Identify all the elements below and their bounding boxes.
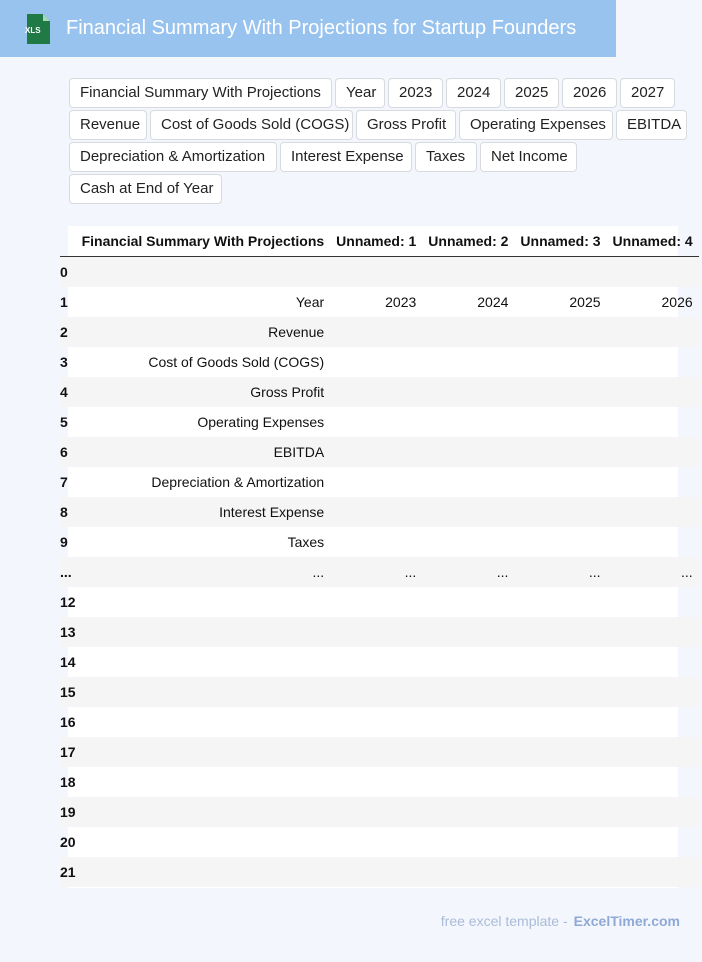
table-cell	[330, 647, 422, 677]
table-cell	[330, 617, 422, 647]
table-row	[60, 497, 699, 527]
table-cell	[607, 467, 699, 497]
table-cell	[514, 467, 606, 497]
table-cell	[422, 587, 514, 617]
table-cell	[330, 437, 422, 467]
column-header[interactable]: Financial Summary With Projections	[76, 226, 331, 257]
table-cell	[607, 347, 699, 377]
table-cell	[514, 347, 606, 377]
chip-cash-end-of-year[interactable]: Cash at End of Year	[69, 174, 222, 204]
chip-depreciation[interactable]: Depreciation & Amortization	[69, 142, 277, 172]
chip-2027[interactable]: 2027	[620, 78, 675, 108]
row-index-cell: 4	[60, 377, 76, 407]
table-row	[60, 257, 699, 288]
row-index-cell: 15	[60, 677, 76, 707]
row-index-cell: 5	[60, 414, 68, 430]
table-row	[60, 317, 699, 347]
table-cell	[607, 407, 699, 437]
table-cell: ...	[607, 557, 699, 587]
table-cell	[607, 647, 699, 677]
chip-2024[interactable]: 2024	[446, 78, 501, 108]
table-cell	[422, 737, 514, 767]
table-cell	[422, 347, 514, 377]
table-cell	[76, 677, 331, 707]
table-row	[60, 287, 699, 317]
table-cell	[76, 587, 331, 617]
chip-2023[interactable]: 2023	[388, 78, 443, 108]
table-cell	[607, 437, 699, 467]
row-index-cell: 21	[60, 857, 76, 887]
table-cell	[422, 437, 514, 467]
table-cell: Year	[295, 294, 325, 310]
table-body	[60, 257, 699, 888]
row-index-cell: 8	[60, 497, 76, 527]
table-cell	[330, 737, 422, 767]
table-cell: Interest Expense	[76, 497, 331, 527]
table-cell: EBITDA	[76, 437, 331, 467]
table-cell	[514, 257, 606, 288]
row-index-cell: 14	[60, 654, 76, 670]
table-cell	[607, 737, 699, 767]
table-cell: 2024	[477, 294, 509, 310]
column-header[interactable]: Unnamed: 1	[330, 226, 422, 257]
table-cell	[514, 377, 606, 407]
table-cell	[514, 407, 606, 437]
chip-operating-expenses[interactable]: Operating Expenses	[459, 110, 613, 140]
footer-lead-text: free excel template -	[440, 913, 568, 929]
row-index-cell: 18	[60, 774, 76, 790]
table-cell	[514, 527, 606, 557]
table-cell	[607, 377, 699, 407]
row-index-cell: 6	[60, 437, 76, 467]
table-row	[60, 407, 699, 437]
table-row	[60, 677, 699, 707]
table-row	[60, 557, 699, 587]
title-bar	[0, 0, 616, 57]
table-cell	[330, 257, 422, 288]
row-index-cell: 7	[60, 474, 68, 490]
table-cell	[607, 857, 699, 887]
table-row	[60, 857, 699, 887]
table-cell	[607, 797, 699, 827]
table-cell	[422, 797, 514, 827]
table-row	[60, 527, 699, 557]
table-cell	[422, 827, 514, 857]
table-cell: ...	[422, 557, 514, 587]
table-cell	[330, 407, 422, 437]
table-cell	[607, 827, 699, 857]
table-cell	[330, 377, 422, 407]
table-cell	[607, 587, 699, 617]
chip-net-income[interactable]: Net Income	[480, 142, 577, 172]
table-cell	[607, 767, 699, 797]
table-cell: 2023	[385, 294, 417, 310]
table-cell	[422, 677, 514, 707]
table-cell: 2026	[661, 294, 693, 310]
table-cell	[514, 857, 606, 887]
table-cell	[330, 527, 422, 557]
footer-credit	[441, 913, 680, 929]
table-cell: Operating Expenses	[197, 414, 325, 430]
table-cell	[330, 347, 422, 377]
table-cell	[514, 797, 606, 827]
row-index-cell: 9	[60, 534, 68, 550]
row-index-cell: 17	[60, 737, 76, 767]
row-index-cell: 13	[60, 617, 76, 647]
chip-2026[interactable]: 2026	[562, 78, 617, 108]
table-cell	[330, 827, 422, 857]
table-row	[60, 437, 699, 467]
table-cell: Gross Profit	[76, 377, 331, 407]
table-cell	[76, 737, 331, 767]
table-cell	[330, 497, 422, 527]
table-cell	[330, 767, 422, 797]
table-cell	[422, 377, 514, 407]
table-cell	[514, 497, 606, 527]
table-cell	[422, 767, 514, 797]
table-cell	[514, 617, 606, 647]
table-cell	[330, 677, 422, 707]
table-cell	[514, 767, 606, 797]
table-cell	[76, 257, 331, 288]
table-cell	[514, 587, 606, 617]
table-cell: ...	[330, 557, 422, 587]
data-table-container[interactable]	[60, 226, 693, 888]
table-row	[60, 797, 699, 827]
table-cell	[514, 737, 606, 767]
table-cell	[422, 707, 514, 737]
table-row	[60, 617, 699, 647]
row-index-cell: 19	[60, 797, 76, 827]
chip-revenue[interactable]: Revenue	[69, 110, 147, 140]
column-header-index	[60, 226, 76, 257]
chip-ebitda[interactable]: EBITDA	[616, 110, 687, 140]
table-cell	[76, 827, 331, 857]
table-cell	[514, 677, 606, 707]
table-header-row	[60, 226, 699, 257]
table-cell	[76, 797, 331, 827]
row-index-cell: 12	[60, 594, 76, 610]
table-cell	[607, 527, 699, 557]
row-index-cell: 2	[60, 317, 76, 347]
footer-brand-link[interactable]: ExcelTimer.com	[573, 913, 680, 929]
table-cell: 2025	[569, 294, 601, 310]
table-row	[60, 467, 699, 497]
table-cell	[330, 587, 422, 617]
xls-icon-label: XLS	[25, 26, 41, 35]
table-cell	[422, 527, 514, 557]
table-cell	[422, 857, 514, 887]
table-cell	[607, 317, 699, 347]
table-row	[60, 377, 699, 407]
table-cell	[514, 647, 606, 677]
table-cell	[422, 257, 514, 288]
data-table	[60, 226, 699, 887]
table-cell	[607, 257, 699, 288]
table-row	[60, 347, 699, 377]
chip-gross-profit[interactable]: Gross Profit	[356, 110, 456, 140]
table-cell	[422, 467, 514, 497]
table-cell	[514, 317, 606, 347]
row-index-cell: 20	[60, 834, 76, 850]
table-cell	[607, 617, 699, 647]
table-cell	[76, 857, 331, 887]
chip-2025[interactable]: 2025	[504, 78, 559, 108]
table-row	[60, 737, 699, 767]
table-cell	[330, 467, 422, 497]
chip-financial-summary[interactable]: Financial Summary With Projections	[69, 78, 332, 108]
table-cell	[422, 647, 514, 677]
row-index-cell: 1	[60, 294, 68, 310]
table-cell: ...	[76, 557, 331, 587]
column-header[interactable]: Unnamed: 2	[422, 226, 514, 257]
chip-interest-expense[interactable]: Interest Expense	[280, 142, 412, 172]
table-cell	[514, 827, 606, 857]
table-cell	[330, 797, 422, 827]
table-cell	[607, 707, 699, 737]
table-row	[60, 587, 699, 617]
chip-cogs[interactable]: Cost of Goods Sold (COGS)	[150, 110, 353, 140]
table-cell	[422, 317, 514, 347]
table-cell: ...	[514, 557, 606, 587]
table-cell	[76, 767, 331, 797]
table-cell	[76, 707, 331, 737]
table-cell	[76, 617, 331, 647]
table-cell	[330, 317, 422, 347]
table-cell: Cost of Goods Sold (COGS)	[148, 354, 325, 370]
table-row	[60, 827, 699, 857]
table-cell: Taxes	[287, 534, 325, 550]
table-cell	[422, 497, 514, 527]
table-cell	[422, 617, 514, 647]
chip-year[interactable]: Year	[335, 78, 385, 108]
chip-taxes[interactable]: Taxes	[415, 142, 477, 172]
table-cell	[607, 497, 699, 527]
column-header[interactable]: Unnamed: 4	[607, 226, 699, 257]
table-cell	[330, 707, 422, 737]
column-header[interactable]: Unnamed: 3	[514, 226, 606, 257]
row-index-cell: 3	[60, 354, 68, 370]
table-cell	[422, 407, 514, 437]
table-row	[60, 707, 699, 737]
page-title: Financial Summary With Projections for Startup Founders	[66, 17, 577, 39]
table-cell	[514, 707, 606, 737]
row-index-cell: 0	[60, 257, 76, 288]
table-row	[60, 647, 699, 677]
table-cell: Depreciation & Amortization	[151, 474, 325, 490]
row-index-cell: 16	[60, 714, 76, 730]
table-row	[60, 767, 699, 797]
table-cell: Revenue	[76, 317, 331, 347]
table-cell	[330, 857, 422, 887]
table-cell	[607, 677, 699, 707]
xls-file-icon	[21, 14, 50, 44]
table-cell	[76, 647, 331, 677]
row-index-cell: ...	[60, 557, 76, 587]
table-cell	[514, 437, 606, 467]
